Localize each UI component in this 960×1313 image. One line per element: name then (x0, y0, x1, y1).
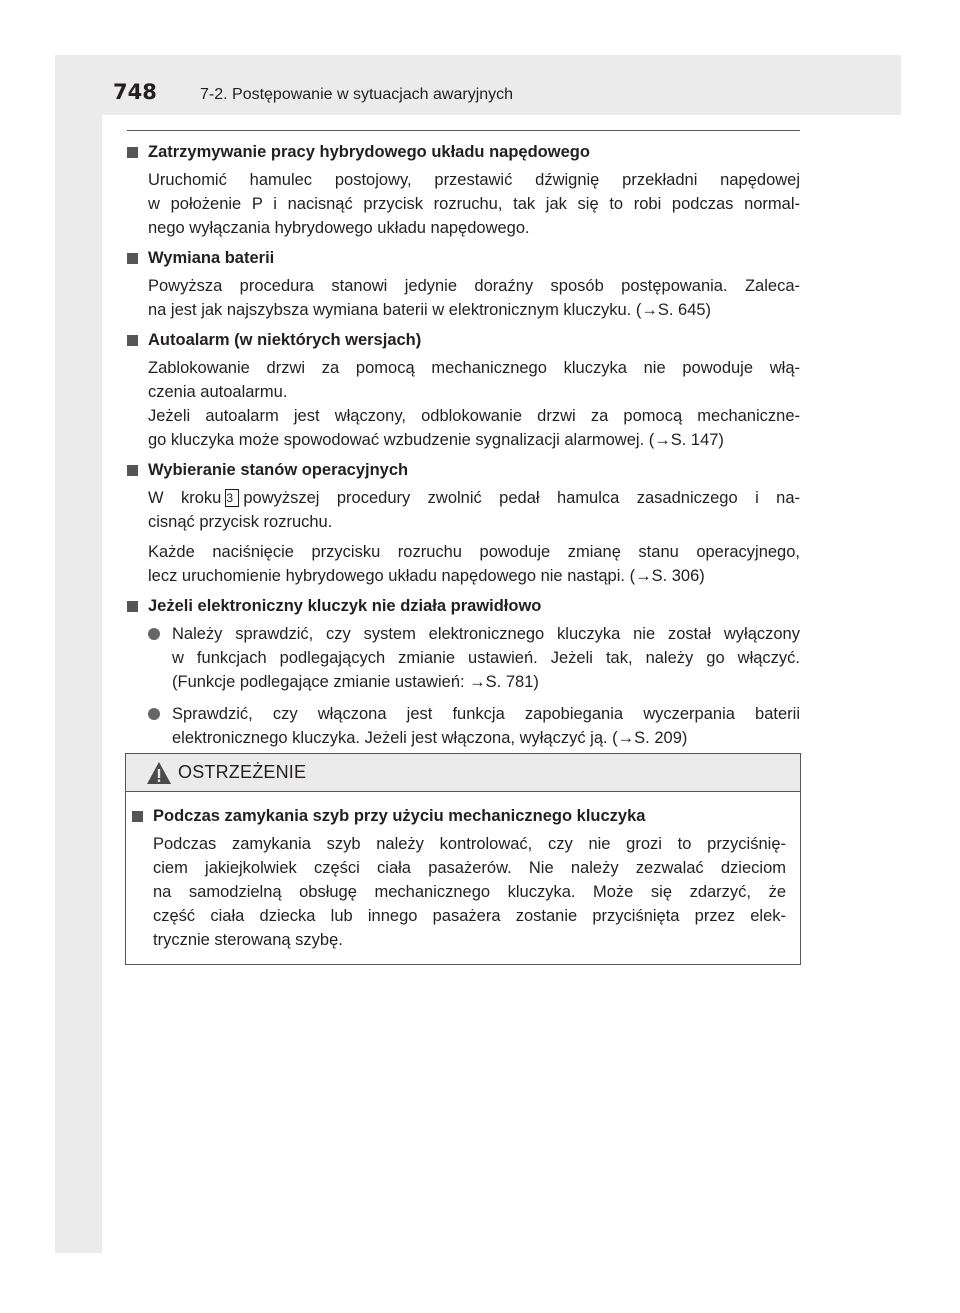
square-bullet-icon (127, 465, 138, 476)
list-item (148, 622, 800, 694)
warning-paragraph (153, 832, 786, 952)
paragraph-line: (Funkcje podlegające zmianie ustawień: →S. 781) (172, 673, 539, 691)
warning-header (126, 754, 800, 792)
paragraph-line: część ciała dziecka lub innego pasażera zostanie przyciśnięta przez elek- (153, 907, 786, 925)
step-text-after: powyższej procedury zwolnić pedał hamulca zasadniczego i na- (243, 489, 800, 507)
square-bullet-icon (127, 147, 138, 158)
paragraph-line: Jeżeli autoalarm jest włączony, odblokowanie drzwi za pomocą mechaniczne- (148, 407, 800, 425)
section-heading-text: Autoalarm (w niektórych wersjach) (148, 331, 422, 349)
paragraph-line: cisnąć przycisk rozruchu. (148, 513, 333, 531)
warning-body (126, 792, 800, 952)
paragraph-line: Podczas zamykania szyb należy kontrolować, czy nie grozi to przyciśnię- (153, 835, 786, 853)
paragraph-line: na jest jak najszybsza wymiana baterii w elektronicznym kluczyku. (→S. 645) (148, 301, 712, 319)
section-heading-text: Zatrzymywanie pracy hybrydowego układu napędowego (148, 143, 590, 161)
section-operating-modes (127, 458, 800, 588)
section-heading-text: Wymiana baterii (148, 249, 275, 267)
list-item (148, 702, 800, 750)
page-number: 748 (113, 80, 157, 104)
paragraph-line: Powyższa procedura stanowi jedynie doraźny sposób postępowania. Zaleca- (148, 277, 800, 295)
section-paragraph (148, 356, 800, 452)
side-strip (55, 55, 102, 1253)
section-heading (127, 458, 800, 482)
square-bullet-icon (132, 811, 143, 822)
paragraph-line: Każde naciśnięcie przycisku rozruchu powoduje zmianę stanu operacyjnego, (148, 543, 800, 561)
circle-bullet-icon (148, 708, 160, 720)
paragraph-line: Sprawdzić, czy włączona jest funkcja zapobiegania wyczerpania baterii (172, 705, 800, 723)
paragraph-line: w położenie P i nacisnąć przycisk rozruchu, tak jak się to robi podczas normal- (148, 195, 800, 213)
chapter-title: 7-2. Postępowanie w sytuacjach awaryjnych (200, 86, 514, 103)
step-number-box: 3 (225, 489, 239, 507)
paragraph-line: go kluczyka może spowodować wzbudzenie sygnalizacji alarmowej. (→S. 147) (148, 431, 724, 449)
paragraph-line: Uruchomić hamulec postojowy, przestawić dźwignię przekładni napędowej (148, 171, 800, 189)
paragraph-line: nego wyłączania hybrydowego układu napędowego. (148, 219, 530, 237)
paragraph-line: elektronicznego kluczyka. Jeżeli jest włączona, wyłączyć ją. (→S. 209) (172, 729, 688, 747)
section-heading-text: Wybieranie stanów operacyjnych (148, 461, 409, 479)
warning-box (125, 753, 801, 965)
section-heading (127, 328, 800, 352)
warning-title: OSTRZEŻENIE (178, 762, 307, 782)
section-battery-replace (127, 246, 800, 322)
section-paragraph (148, 168, 800, 240)
paragraph-line: Należy sprawdzić, czy system elektronicznego kluczyka nie został wyłączony (172, 625, 800, 643)
paragraph-line: Zablokowanie drzwi za pomocą mechanicznego kluczyka nie powoduje włą- (148, 359, 800, 377)
list-item-text (172, 702, 800, 750)
warning-triangle-icon (146, 761, 172, 785)
paragraph-line: lecz uruchomienie hybrydowego układu napędowego nie nastąpi. (→S. 306) (148, 567, 705, 585)
square-bullet-icon (127, 601, 138, 612)
paragraph-line: na samodzielną obsługę mechanicznego kluczyka. Może się zdarzyć, że (153, 883, 786, 901)
warning-heading (132, 804, 786, 828)
main-content (127, 140, 800, 758)
section-key-malfunction (127, 594, 800, 750)
header-band (55, 55, 901, 115)
circle-bullet-icon (148, 628, 160, 640)
section-stop-hybrid (127, 140, 800, 240)
step-text-before: W kroku (148, 489, 222, 507)
section-paragraph (148, 540, 800, 588)
paragraph-line: ciem jakiejkolwiek części ciała pasażerów. Nie należy zezwalać dzieciom (153, 859, 786, 877)
section-autoalarm (127, 328, 800, 452)
section-paragraph (148, 486, 800, 534)
paragraph-line (148, 486, 800, 510)
section-heading (127, 594, 800, 618)
paragraph-line: w funkcjach podlegających zmianie ustawień. Jeżeli tak, należy go włączyć. (172, 649, 800, 667)
paragraph-line: trycznie sterowaną szybę. (153, 931, 343, 949)
section-heading-text: Jeżeli elektroniczny kluczyk nie działa prawidłowo (148, 597, 542, 615)
paragraph-line: czenia autoalarmu. (148, 383, 288, 401)
section-paragraph (148, 274, 800, 322)
square-bullet-icon (127, 253, 138, 264)
top-divider (127, 130, 800, 131)
square-bullet-icon (127, 335, 138, 346)
section-heading (127, 246, 800, 270)
list-item-text (172, 622, 800, 694)
warning-heading-text: Podczas zamykania szyb przy użyciu mechanicznego kluczyka (153, 807, 646, 825)
section-heading (127, 140, 800, 164)
